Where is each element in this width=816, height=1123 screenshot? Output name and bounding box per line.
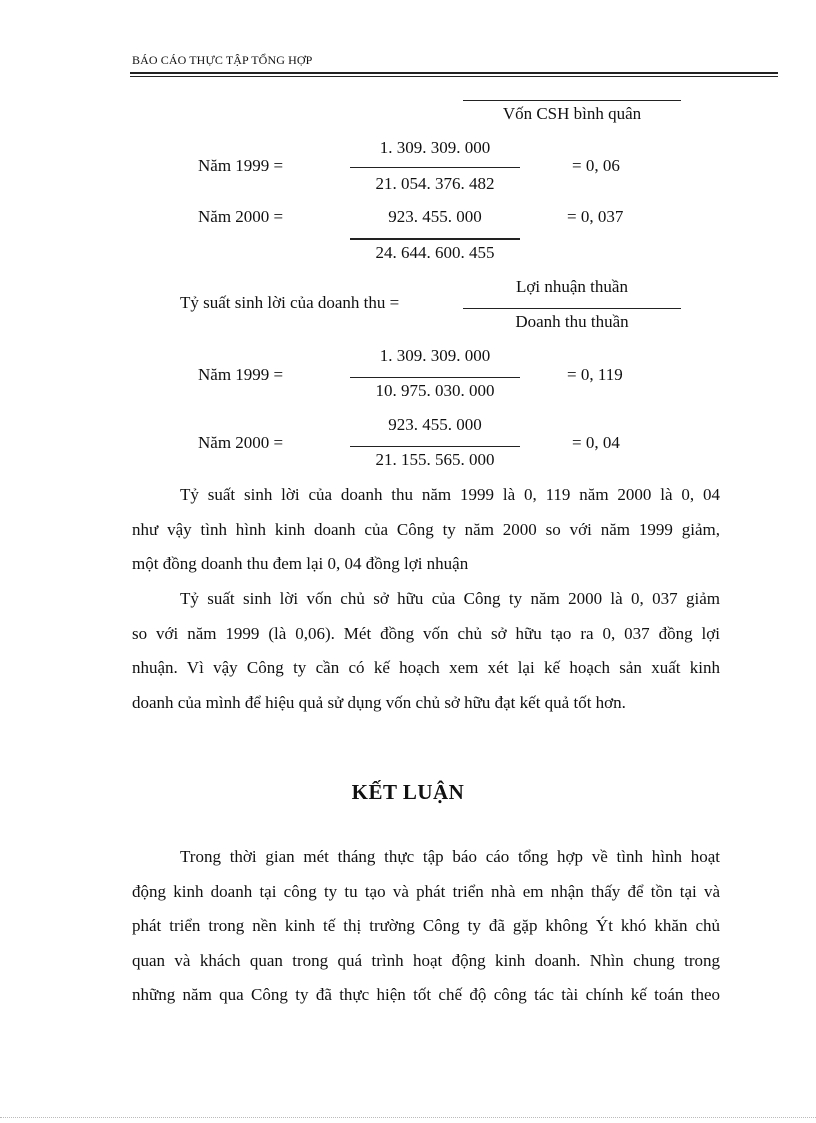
- ros-formula-label: Tỷ suất sinh lời của doanh thu =: [180, 293, 400, 312]
- header-rule-bottom: [130, 76, 778, 77]
- paragraph-conclusion: [132, 840, 720, 1013]
- paragraph-ros-analysis: [132, 478, 720, 582]
- ros-1999-denominator: 10. 975. 030. 000: [375, 381, 495, 400]
- paragraph-line: Tỷ suất sinh lời của doanh thu năm 1999 là 0, 119 năm 2000 là 0, 04: [180, 485, 720, 504]
- ros-2000-denominator: 21. 155. 565. 000: [375, 450, 495, 469]
- header-rule-top: [130, 72, 778, 74]
- paragraph-roe-analysis: [132, 582, 720, 720]
- roe-1999-denominator: 21. 054. 376. 482: [375, 174, 495, 193]
- roe-2000-denominator: 24. 644. 600. 455: [375, 243, 495, 262]
- roe-2000-label: Năm 2000 =: [198, 207, 284, 226]
- roe-1999-result: = 0, 06: [572, 156, 620, 175]
- ros-2000-result: = 0, 04: [572, 433, 620, 452]
- roe-denominator-label: Vốn CSH bình quân: [502, 104, 642, 123]
- roe-1999-numerator: 1. 309. 309. 000: [379, 138, 491, 157]
- paragraph-line: phát triển trong nền kinh tế thị trường Công ty đã gặp không Ýt khó khăn chủ: [132, 916, 720, 935]
- ros-numerator-label: Lợi nhuận thuần: [516, 277, 628, 296]
- roe-1999-fraction-line: [350, 167, 520, 168]
- ros-1999-result: = 0, 119: [567, 365, 623, 384]
- ros-fraction-line: [463, 308, 681, 309]
- ros-1999-fraction-line: [350, 377, 520, 378]
- roe-2000-fraction-line: [350, 238, 520, 240]
- paragraph-line: Tỷ suất sinh lời vốn chủ sở hữu của Công ty năm 2000 là 0, 037 giảm: [180, 589, 720, 608]
- paragraph-line: những năm qua Công ty đã thực hiện tốt chế độ công tác tài chính kế toán theo: [132, 985, 720, 1004]
- conclusion-heading: KẾT LUẬN: [351, 780, 465, 804]
- ros-2000-fraction-line: [350, 446, 520, 447]
- page-header-title: BÁO CÁO THỰC TẬP TỔNG HỢP: [132, 53, 313, 67]
- footer-dotted-rule: [0, 1117, 816, 1118]
- ros-1999-numerator: 1. 309. 309. 000: [379, 346, 491, 365]
- paragraph-line: như vậy tình hình kinh doanh của Công ty năm 2000 so với năm 1999 giảm,: [132, 519, 720, 539]
- roe-1999-label: Năm 1999 =: [198, 156, 284, 175]
- ros-2000-label: Năm 2000 =: [198, 433, 284, 452]
- paragraph-line: quan và khách quan trong quá trình hoạt động kinh doanh. Nhìn chung trong: [132, 950, 720, 970]
- paragraph-line: Trong thời gian mét tháng thực tập báo cáo tổng hợp về tình hình hoạt: [180, 847, 720, 866]
- ros-denominator-label: Doanh thu thuần: [515, 312, 629, 331]
- paragraph-line: doanh của mình để hiệu quả sử dụng vốn chủ sở hữu đạt kết quả tốt hơn.: [132, 692, 626, 712]
- roe-fraction-line: [463, 100, 681, 101]
- roe-2000-result: = 0, 037: [567, 207, 624, 226]
- paragraph-line: nhuận. Vì vậy Công ty cần có kế hoạch xem xét lại kế hoạch sản xuất kinh: [132, 658, 720, 677]
- ros-1999-label: Năm 1999 =: [198, 365, 284, 384]
- paragraph-line: một đồng doanh thu đem lại 0, 04 đồng lợi nhuận: [132, 554, 469, 573]
- paragraph-line: so với năm 1999 (là 0,06). Mét đồng vốn chủ sở hữu tạo ra 0, 037 đồng lợi: [132, 623, 720, 643]
- ros-2000-numerator: 923. 455. 000: [388, 415, 482, 434]
- paragraph-line: động kinh doanh tại công ty tu tạo và phát triển nhà em nhận thấy để tồn tại và: [132, 881, 720, 901]
- roe-2000-numerator: 923. 455. 000: [388, 207, 482, 226]
